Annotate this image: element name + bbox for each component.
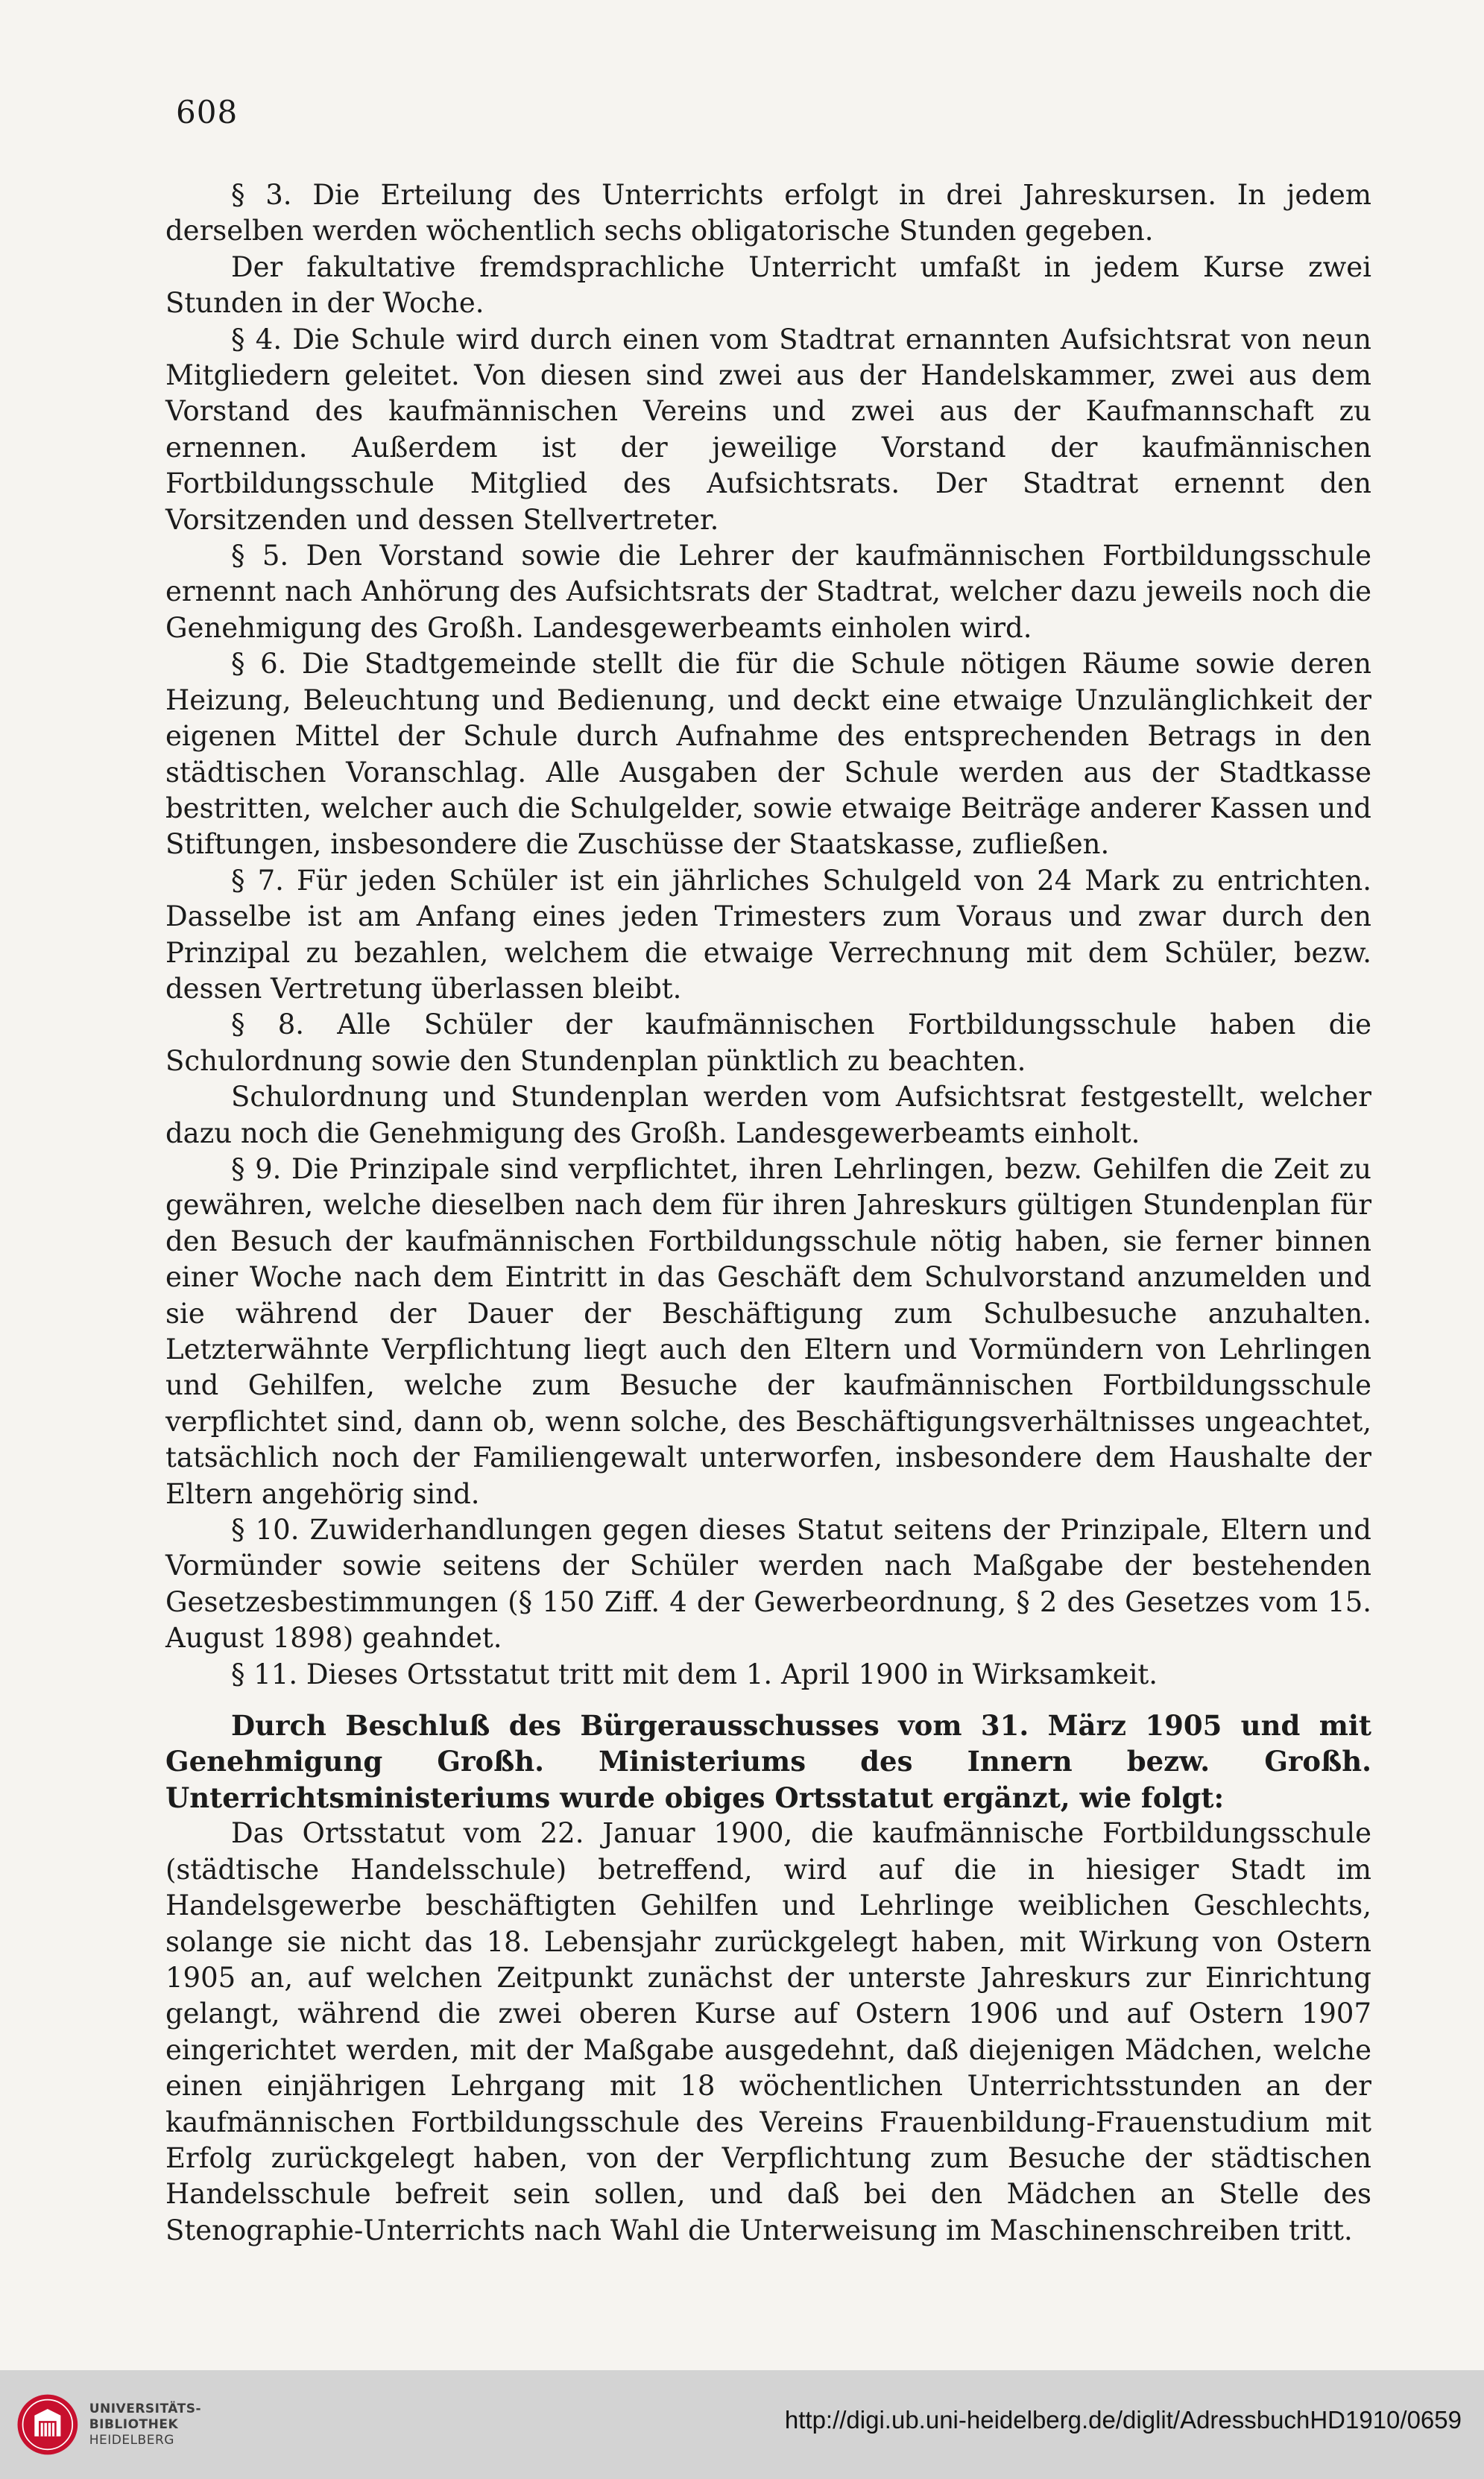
logo-line-2: BIBLIOTHEK — [89, 2416, 179, 2432]
paragraph-7: § 7. Für jeden Schüler ist ein jährliches Schulgeld von 24 Mark zu entrichten. Dasselbe ist am Anfang eines jeden Trimesters zum Voraus und zwar durch den Prinzipal zu bezahlen, welchem die etwaige Verrechnung mit dem Schüler, bezw. dessen Vertretung überlassen bleibt. — [165, 864, 1371, 1005]
paragraph-5: § 5. Den Vorstand sowie die Lehrer der kaufmännischen Fortbildungsschule ernennt nach Anhörung des Aufsichtsrats der Stadtrat, welcher dazu jeweils noch die Genehmigung des Großh. Landesgewerbeamts einholen wird. — [165, 540, 1371, 644]
paragraph-8: § 8. Alle Schüler der kaufmännischen Fortbildungsschule haben die Schulordnung sowie den Stundenplan pünktlich zu beachten. — [165, 1008, 1371, 1077]
paragraph-8-schulordnung: Schulordnung und Stundenplan werden vom Aufsichtsrat festgestellt, welcher dazu noch die Genehmigung des Großh. Landesgewerbeamts einholt. — [165, 1081, 1371, 1149]
university-seal-icon — [15, 2389, 80, 2460]
paragraph-3-fakultativ: Der fakultative fremdsprachliche Unterricht umfaßt in jedem Kurse zwei Stunden in der Woche. — [165, 250, 1371, 320]
paragraph-11: § 11. Dieses Ortsstatut tritt mit dem 1. April 1900 in Wirksamkeit. — [231, 1658, 1158, 1690]
decision-heading: Durch Beschluß des Bürgerausschusses vom 31. März 1905 und mit Genehmigung Großh. Ministeriums des Innern bezw. Großh. Unterrichtsministeriums wurde obiges Ortsstatut ergänzt, wie folgt: — [165, 1709, 1371, 1814]
paragraph-3: § 3. Die Erteilung des Unterrichts erfolgt in drei Jahreskursen. In jedem derselben werden wöchentlich sechs obligatorische Stunden gegeben. — [165, 179, 1371, 247]
paragraph-4: § 4. Die Schule wird durch einen vom Stadtrat ernannten Aufsichtsrat von neun Mitgliedern geleitet. Von diesen sind zwei aus der Handelskammer, zwei aus dem Vorstand des kaufmännischen Vereins und zwei aus der Kaufmannschaft zu ernennen. Außerdem ist der jeweilige Vorstand der kaufmännischen Fortbildungsschule Mitglied des Aufsichtsrats. Der Stadtrat ernennt den Vorsitzenden und dessen Stellvertreter. — [165, 323, 1371, 536]
paragraph-6: § 6. Die Stadtgemeinde stellt die für die Schule nötigen Räume sowie deren Heizung, Beleuchtung und Bedienung, und deckt eine etwaige Unzulänglichkeit der eigenen Mittel der Schule durch Aufnahme des entsprechenden Betrags in den städtischen Voranschlag. Alle Ausgaben der Schule werden aus der Stadtkasse bestritten, welcher auch die Schulgelder, sowie etwaige Beiträge anderer Kassen und Stiftungen, insbesondere die Zuschüsse der Staatskasse, zufließen. — [165, 648, 1371, 861]
library-logo[interactable] — [15, 2385, 201, 2464]
page-number: 608 — [176, 94, 239, 130]
logo-line-1: UNIVERSITÄTS- — [89, 2401, 201, 2416]
statute-text — [165, 177, 1371, 2249]
amendment-text: Das Ortsstatut vom 22. Januar 1900, die kaufmännische Fortbildungsschule (städtische Handelsschule) betreffend, wird auf die in hiesiger Stadt im Handelsgewerbe beschäftigten Gehilfen und Lehrlinge weiblichen Geschlechts, solange sie nicht das 18. Lebensjahr zurückgelegt haben, mit Wirkung von Ostern 1905 an, auf welchen Zeitpunkt zunächst der unterste Jahreskurs zur Einrichtung gelangt, während die zwei oberen Kurse auf Ostern 1906 und auf Ostern 1907 eingerichtet werden, mit der Maßgabe ausgedehnt, daß diejenigen Mädchen, welche einen einjährigen Lehrgang mit 18 wöchentlichen Unterrichtsstunden an der kaufmännischen Fortbildungsschule des Vereins Frauenbildung-Frauenstudium mit Erfolg zurückgelegt haben, von der Verpflichtung zum Besuche der städtischen Handelsschule befreit sein sollen, und daß bei den Mädchen an Stelle des Stenographie-Unterrichts nach Wahl die Unterweisung im Maschinenschreiben tritt. — [165, 1817, 1371, 2246]
paragraph-10: § 10. Zuwiderhandlungen gegen dieses Statut seitens der Prinzipale, Eltern und Vormünder sowie seitens der Schüler werden nach Maßgabe der bestehenden Gesetzesbestimmungen (§ 150 Ziff. 4 der Gewerbeordnung, § 2 des Gesetzes vom 15. August 1898) geahndet. — [165, 1514, 1371, 1655]
footer-bar — [0, 2370, 1484, 2479]
source-url-link[interactable]: http://digi.ub.uni-heidelberg.de/diglit/AdressbuchHD1910/0659 — [784, 2406, 1462, 2434]
logo-line-3: HEIDELBERG — [89, 2432, 174, 2448]
logo-text — [89, 2401, 201, 2448]
paragraph-9: § 9. Die Prinzipale sind verpflichtet, ihren Lehrlingen, bezw. Gehilfen die Zeit zu gewähren, welche dieselben nach dem für ihren Jahreskurs gültigen Stundenplan für den Besuch der kaufmännischen Fortbildungsschule nötig haben, sie ferner binnen einer Woche nach dem Eintritt in das Geschäft dem Schulvorstand anzumelden und sie während der Dauer der Beschäftigung zum Schulbesuche anzuhalten. Letzterwähnte Verpflichtung liegt auch den Eltern und Vormündern von Lehrlingen und Gehilfen, welche zum Besuche der kaufmännischen Fortbildungsschule verpflichtet sind, dann ob, wenn solche, des Beschäftigungsverhältnisses ungeachtet, tatsächlich noch der Familiengewalt unterworfen, insbesondere dem Haushalte der Eltern angehörig sind. — [165, 1152, 1371, 1510]
